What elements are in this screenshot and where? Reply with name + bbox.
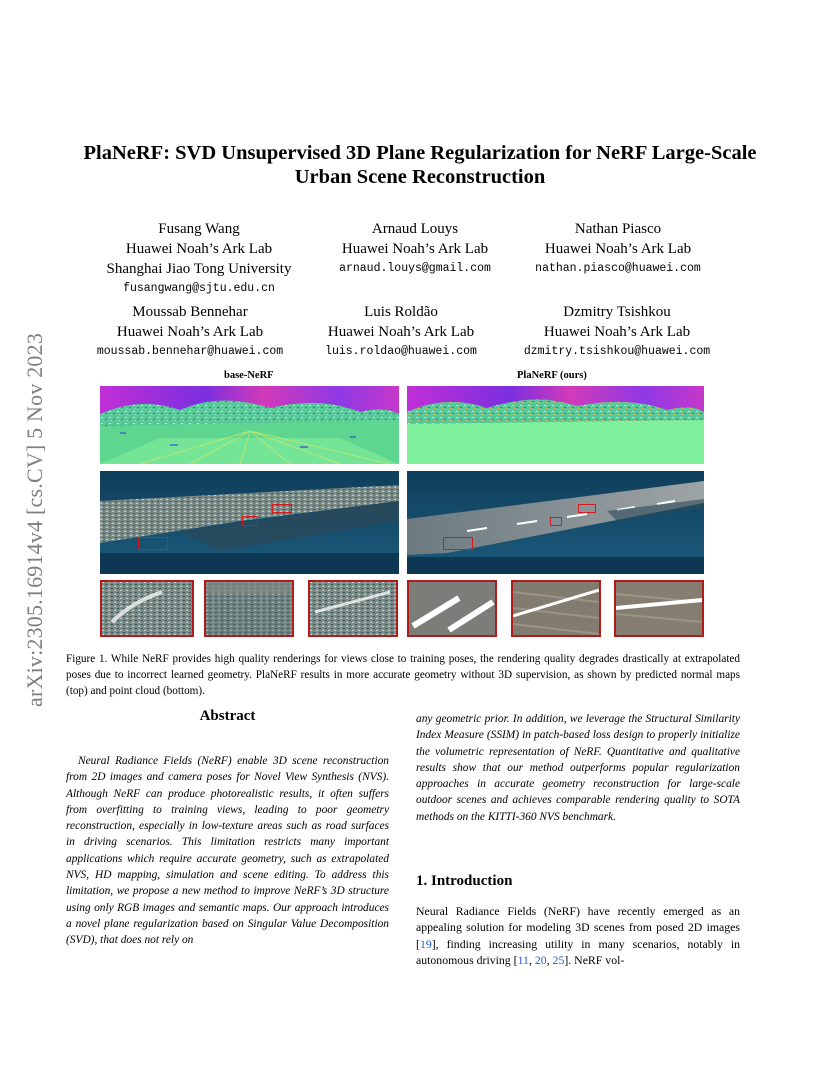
author-affiliation: Huawei Noah’s Ark Lab [327,324,475,340]
author-name: Fusang Wang [158,221,240,237]
zoom-crop-planerf [407,580,497,637]
author-block [92,219,306,299]
intro-text-part: , [546,953,553,968]
intro-text-part: ], finding increasing utility in many scenarios, notably in autonomous driving [ [416,936,740,968]
author-block [306,302,496,362]
author-name: Nathan Piasco [574,221,662,237]
citation-link[interactable]: 11 [517,953,529,968]
title-line-1: PlaNeRF: SVD Unsupervised 3D Plane Regularization for NeRF Large-Scale [83,142,757,164]
zoom-crop-base-nerf [100,580,194,637]
author-name: Luis Roldão [364,304,438,320]
highlight-box [578,504,596,513]
crop-render [102,582,192,635]
author-email: dzmitry.tsishkou@huawei.com [523,345,711,358]
zoom-crop-base-nerf [308,580,398,637]
abstract-heading: Abstract [199,708,256,724]
author-affiliation: Shanghai Jiao Tong University [106,261,292,277]
figure-caption: Figure 1. While NeRF provides high quality renderings for views close to training poses, the rendering quality degrades drastically at extrapolated poses due to incorrect learned geometry. PlaNeRF results in more accurate geometry without 3D supervision, as shown by predicted normal maps (top) and point cloud (bottom). [66,653,740,697]
abstract-text-right: any geometric prior. In addition, we leverage the Structural Similarity Index Measure (SSIM) in patch-based loss design to properly initialize the volumetric representation of NeRF. Quantitative and qualitative results show that our method outperforms popular regularization approaches in accurate geometry reconstruction for large-scale outdoor scenes and achieves comparable rendering quality to SOTA methods on the KITTI-360 NVS benchmark. [416,713,740,823]
paper-title [70,141,770,189]
citation-link[interactable]: 19 [419,936,432,951]
author-block [82,302,298,362]
highlight-box [272,504,292,513]
citation-link[interactable]: 20 [534,953,547,968]
highlight-box [242,516,258,526]
highlight-box [443,537,473,550]
crop-render [409,582,495,635]
introduction-heading: 1. Introduction [416,873,513,889]
arxiv-side-banner [20,280,50,760]
author-affiliation: Huawei Noah’s Ark Lab [544,241,692,257]
title-line-2: Urban Scene Reconstruction [294,166,546,188]
zoom-crop-planerf [614,580,704,637]
normal-map-planerf [407,386,704,464]
highlight-box [550,517,562,526]
author-affiliation: Huawei Noah’s Ark Lab [341,241,489,257]
intro-text-part: Neural Radiance Fields (NeRF) have recently emerged as an appealing solution for modeling 3D scenes from posed 2D images [ [416,904,740,951]
highlight-box [138,537,168,550]
author-email: fusangwang@sjtu.edu.cn [123,282,275,295]
author-name: Arnaud Louys [371,221,459,237]
author-affiliation: Huawei Noah’s Ark Lab [543,324,691,340]
author-block [518,219,718,279]
author-block [508,302,726,362]
normal-map-base-nerf [100,386,399,464]
zoom-crop-base-nerf [204,580,294,637]
crop-render [310,582,396,635]
crop-render [616,582,702,635]
point-cloud-planerf [407,471,704,574]
author-block [315,219,515,279]
crop-render [513,582,599,635]
author-email: arnaud.louys@gmail.com [339,262,491,275]
point-cloud-base-nerf [100,471,399,574]
abstract-text-left: Neural Radiance Fields (NeRF) enable 3D scene reconstruction from 2D images and camera poses for Novel View Synthesis (NVS). Although NeRF can produce photorealistic results, it often suffers from overfitting to training views, leading to poor geometry reconstruction, especially in low-texture areas such as road surfaces in driving scenarios. This limitation restricts many important applications which require accurate geometry, such as extrapolated NVS, HD mapping, simulation and scene editing. To address this limitation, we propose a new method to improve NeRF’s 3D structure using only RGB images and semantic maps. Our approach introduces a novel plane regularization based on Singular Value Decomposition (SVD), that does not rely on [66,755,389,947]
author-name: Moussab Bennehar [132,304,248,320]
introduction-text [416,903,740,969]
normal-map-render [407,386,704,464]
citation-link[interactable]: 25 [552,953,565,968]
author-affiliation: Huawei Noah’s Ark Lab [125,241,273,257]
intro-text-part: ]. NeRF vol- [564,953,625,968]
intro-text-part: , [528,953,535,968]
figure-label-base-nerf: base-NeRF [224,370,274,381]
normal-map-render [100,386,399,464]
crop-render [206,582,292,635]
author-email: moussab.bennehar@huawei.com [96,345,284,358]
arxiv-id-text: arXiv:2305.16914v4 [cs.CV] 5 Nov 2023 [22,332,47,708]
author-email: luis.roldao@huawei.com [325,345,477,358]
author-affiliation: Huawei Noah’s Ark Lab [116,324,264,340]
author-name: Dzmitry Tsishkou [563,304,671,320]
author-email: nathan.piasco@huawei.com [535,262,701,275]
zoom-crop-planerf [511,580,601,637]
figure-label-planerf: PlaNeRF (ours) [517,370,587,381]
